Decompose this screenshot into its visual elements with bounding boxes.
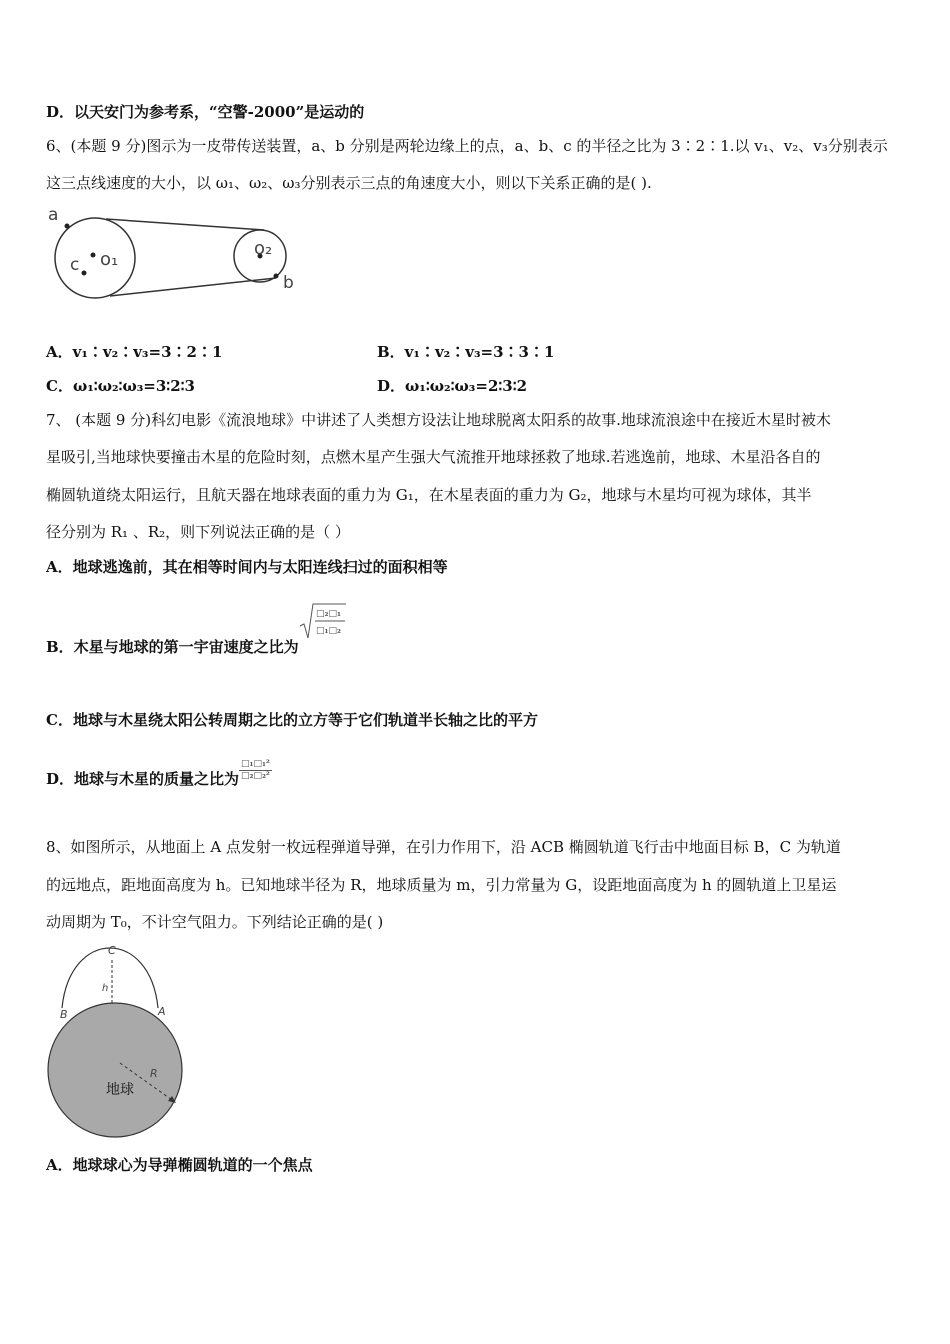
point-a [65, 224, 70, 229]
q7-stem-line3: 椭圆轨道绕太阳运行，且航天器在地球表面的重力为 G₁，在木星表面的重力为 G₂，地球与木星均可视为球体，其半 [46, 486, 812, 504]
earth-circle [48, 1003, 182, 1137]
q7-option-b-formula [299, 602, 347, 646]
q7-d-den: □₂□₂² [241, 770, 270, 781]
q7-option-d-text: D．地球与木星的质量之比为 [46, 770, 240, 788]
q8-stem-line3: 动周期为 T₀，不计空气阻力。下列结论正确的是( ) [46, 913, 384, 931]
label-A: A [158, 1005, 166, 1018]
q7-option-a: A．地球逃逸前，其在相等时间内与太阳连线扫过的面积相等 [46, 558, 448, 576]
label-b: b [283, 273, 294, 293]
q8-option-a: A．地球球心为导弹椭圆轨道的一个焦点 [46, 1156, 313, 1174]
label-c: c [70, 255, 80, 275]
point-b [274, 274, 279, 279]
q7-stem-line4: 径分别为 R₁ 、R₂，则下列说法正确的是（ ） [46, 523, 350, 541]
q6-option-c: C．ω₁∶ω₂∶ω₃=3∶2∶3 [46, 377, 195, 395]
pulley-1-circle [55, 218, 135, 298]
q6-option-a: A．v₁∶v₂∶v₃=3∶2∶1 [46, 343, 223, 361]
point-c [82, 271, 87, 276]
label-a: a [48, 205, 59, 225]
q7-option-b [46, 609, 347, 670]
q6-stem-line1: 6、(本题 9 分)图示为一皮带传送装置，a、b 分别是两轮边缘上的点，a、b、c 的半径之比为 3∶2∶1.以 v₁、v₂、v₃分别表示 [46, 137, 888, 155]
label-h: h [102, 983, 109, 994]
q7-option-d-formula [239, 759, 272, 782]
sqrt-sign [299, 602, 347, 640]
belt-top [106, 219, 264, 230]
q7-stem-line1: 7、 (本题 9 分)科幻电影《流浪地球》中讲述了人类想方设法让地球脱离太阳系的故事.地球流浪途中在接近木星时被木 [46, 411, 831, 429]
q7-b-num: □₂□₁ [315, 609, 341, 619]
q7-option-d [46, 758, 272, 792]
q6-option-b: B．v₁∶v₂∶v₃=3∶3∶1 [377, 343, 555, 361]
label-B: B [60, 1008, 68, 1021]
q7-stem-line2: 星吸引,当地球快要撞击木星的危险时刻，点燃木星产生强大气流推开地球拯救了地球.若逃逸前，地球、木星沿各自的 [46, 448, 821, 466]
q5-option-d: D．以天安门为参考系，“空警-2000”是运动的 [46, 103, 365, 121]
label-R: R [150, 1067, 158, 1080]
q7-option-c: C．地球与木星绕太阳公转周期之比的立方等于它们轨道半长轴之比的平方 [46, 711, 538, 729]
q8-stem-line2: 的远地点，距地面高度为 h。已知地球半径为 R，地球质量为 m，引力常量为 G，设距地面高度为 h 的圆轨道上卫星运 [46, 876, 837, 894]
label-o1: o₁ [100, 249, 119, 270]
q7-b-den: □₁□₂ [315, 626, 341, 636]
label-earth: 地球 [106, 1082, 134, 1098]
point-o1 [91, 253, 96, 258]
q7-option-b-text: B．木星与地球的第一宇宙速度之比为 [46, 638, 299, 656]
belt-bottom [110, 278, 276, 296]
missile-orbit-figure [40, 938, 200, 1146]
label-o2: o₂ [254, 238, 273, 259]
belt-pulley-figure [40, 200, 310, 310]
q6-option-d: D．ω₁∶ω₂∶ω₃=2∶3∶2 [377, 377, 528, 395]
elliptical-orbit-arc [62, 948, 158, 1008]
q7-d-num: □₁□₁² [241, 758, 270, 769]
q6-stem-line2: 这三点线速度的大小，以 ω₁、ω₂、ω₃分别表示三点的角速度大小，则以下关系正确的是( ). [46, 174, 652, 192]
label-C: C [108, 944, 116, 957]
q8-stem-line1: 8、如图所示，从地面上 A 点发射一枚远程弹道导弹，在引力作用下，沿 ACB 椭圆轨道飞行击中地面目标 B，C 为轨道 [46, 838, 841, 856]
